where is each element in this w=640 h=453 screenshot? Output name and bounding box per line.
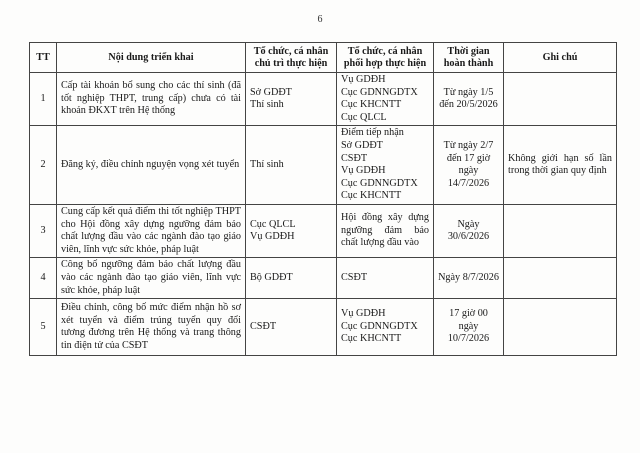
row-time: Từ ngày 2/7 đến 17 giờ ngày 14/7/2026 [434,126,504,205]
row-content: Điều chỉnh, công bố mức điểm nhận hồ sơ xét tuyển và điểm trúng tuyển quy đổi tương đương trên Hệ thống và trang thông tin điện tử của CSĐT [57,299,246,356]
row-lead: CSĐT [246,299,337,356]
row-number: 3 [30,204,57,257]
row-note [504,299,617,356]
row-content: Công bố ngưỡng đảm bảo chất lượng đầu vào các ngành đào tạo giáo viên, lĩnh vực sức khỏe, pháp luật [57,258,246,299]
row-content: Đăng ký, điều chỉnh nguyện vọng xét tuyển [57,126,246,205]
table-row [30,204,617,257]
implementation-plan-table [29,42,617,356]
row-coop: Hội đồng xây dựng ngưỡng đảm bảo chất lượng đầu vào [337,204,434,257]
table-row [30,73,617,126]
header-time: Thời gian hoàn thành [434,43,504,73]
row-time: Ngày 30/6/2026 [434,204,504,257]
row-coop: Vụ GDĐH Cục GDNNGDTX Cục KHCNTT [337,299,434,356]
row-time: Ngày 8/7/2026 [434,258,504,299]
row-content: Cấp tài khoản bổ sung cho các thí sinh (đã tốt nghiệp THPT, trung cấp) chưa có tài khoản ĐKXT trên Hệ thống [57,73,246,126]
row-number: 1 [30,73,57,126]
row-number: 2 [30,126,57,205]
row-number: 5 [30,299,57,356]
table-row [30,126,617,205]
table-row [30,258,617,299]
row-lead: Thí sinh [246,126,337,205]
row-lead: Sở GDĐT Thí sinh [246,73,337,126]
row-lead: Bộ GDĐT [246,258,337,299]
table-row [30,299,617,356]
header-tt: TT [30,43,57,73]
row-coop: CSĐT [337,258,434,299]
row-coop: Vụ GDĐH Cục GDNNGDTX Cục KHCNTT Cục QLCL [337,73,434,126]
header-content: Nội dung triển khai [57,43,246,73]
row-note [504,258,617,299]
row-note [504,204,617,257]
row-content: Cung cấp kết quả điểm thi tốt nghiệp THPT cho Hội đồng xây dựng ngưỡng đảm bảo chất lượng đầu vào các ngành đào tạo giáo viên, lĩnh vực sức khỏe, pháp luật [57,204,246,257]
row-lead: Cục QLCL Vụ GDĐH [246,204,337,257]
table-header-row [30,43,617,73]
row-number: 4 [30,258,57,299]
page-number: 6 [317,14,323,25]
row-note [504,73,617,126]
header-lead: Tổ chức, cá nhân chủ trì thực hiện [246,43,337,73]
header-note: Ghi chú [504,43,617,73]
row-time: Từ ngày 1/5 đến 20/5/2026 [434,73,504,126]
header-coop: Tổ chức, cá nhân phối hợp thực hiện [337,43,434,73]
row-note: Không giới hạn số lần trong thời gian quy định [504,126,617,205]
row-time: 17 giờ 00 ngày 10/7/2026 [434,299,504,356]
row-coop: Điểm tiếp nhận Sở GDĐT CSĐT Vụ GDĐH Cục GDNNGDTX Cục KHCNTT [337,126,434,205]
